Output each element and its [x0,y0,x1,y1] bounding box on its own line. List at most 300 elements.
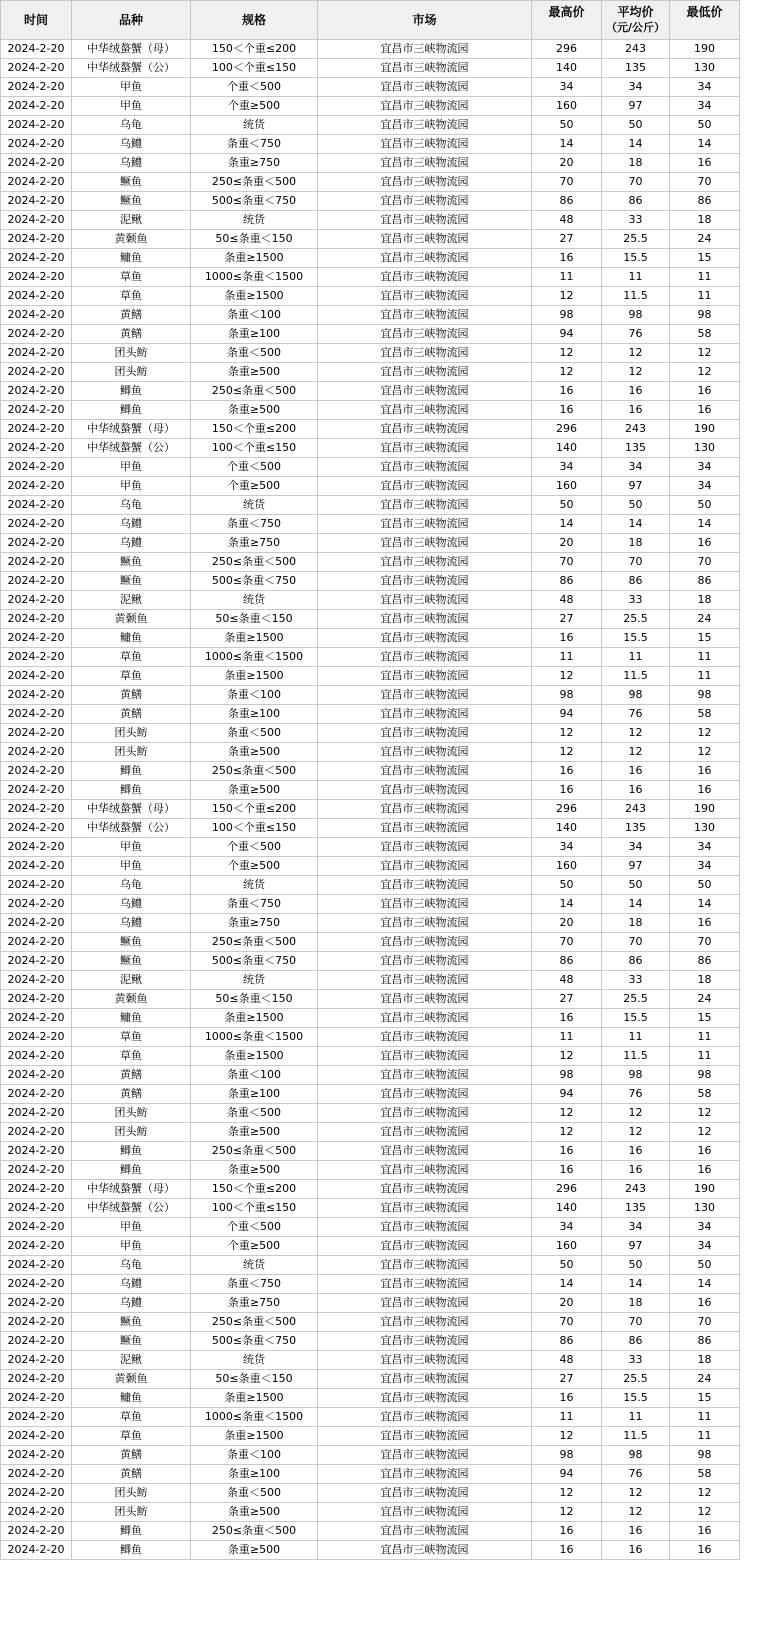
cell-spec: 条重≥100 [191,705,318,724]
table-row [1,1142,740,1161]
cell-low-price: 15 [670,1009,740,1028]
table-header [1,1,740,40]
cell-variety: 甲鱼 [72,857,191,876]
cell-spec: 条重＜500 [191,1484,318,1503]
table-row [1,1256,740,1275]
cell-avg-price: 12 [602,724,670,743]
cell-spec: 条重≥1500 [191,287,318,306]
cell-date: 2024-2-20 [1,838,72,857]
cell-market: 宜昌市三峡物流园 [318,1351,532,1370]
cell-low-price: 14 [670,135,740,154]
cell-spec: 条重≥500 [191,1541,318,1560]
table-row [1,306,740,325]
cell-avg-price: 243 [602,1180,670,1199]
cell-market: 宜昌市三峡物流园 [318,1066,532,1085]
table-row [1,249,740,268]
cell-spec: 250≤条重＜500 [191,762,318,781]
cell-variety: 乌鳢 [72,1294,191,1313]
cell-low-price: 12 [670,1484,740,1503]
cell-variety: 甲鱼 [72,78,191,97]
cell-high-price: 70 [532,173,602,192]
cell-avg-price: 243 [602,420,670,439]
cell-spec: 条重≥500 [191,781,318,800]
cell-avg-price: 15.5 [602,629,670,648]
cell-market: 宜昌市三峡物流园 [318,1180,532,1199]
cell-low-price: 34 [670,857,740,876]
cell-date: 2024-2-20 [1,325,72,344]
cell-variety: 黄鳝 [72,1066,191,1085]
cell-high-price: 48 [532,1351,602,1370]
table-row [1,173,740,192]
table-row [1,1237,740,1256]
cell-date: 2024-2-20 [1,363,72,382]
cell-low-price: 14 [670,515,740,534]
table-row [1,344,740,363]
cell-avg-price: 34 [602,78,670,97]
cell-spec: 条重＜100 [191,686,318,705]
cell-variety: 黄鳝 [72,1465,191,1484]
cell-high-price: 50 [532,116,602,135]
cell-variety: 鳜鱼 [72,553,191,572]
cell-high-price: 16 [532,401,602,420]
table-row [1,724,740,743]
cell-date: 2024-2-20 [1,211,72,230]
cell-date: 2024-2-20 [1,268,72,287]
cell-high-price: 140 [532,819,602,838]
cell-spec: 50≤条重＜150 [191,610,318,629]
cell-market: 宜昌市三峡物流园 [318,1047,532,1066]
cell-high-price: 98 [532,1066,602,1085]
cell-low-price: 11 [670,287,740,306]
cell-avg-price: 11 [602,648,670,667]
table-row [1,591,740,610]
cell-spec: 100＜个重≤150 [191,819,318,838]
cell-variety: 草鱼 [72,667,191,686]
cell-variety: 草鱼 [72,268,191,287]
cell-market: 宜昌市三峡物流园 [318,971,532,990]
cell-high-price: 34 [532,458,602,477]
cell-variety: 黄颡鱼 [72,1370,191,1389]
cell-date: 2024-2-20 [1,1009,72,1028]
cell-spec: 条重≥100 [191,1085,318,1104]
cell-spec: 250≤条重＜500 [191,553,318,572]
cell-high-price: 160 [532,1237,602,1256]
cell-high-price: 34 [532,838,602,857]
cell-date: 2024-2-20 [1,1047,72,1066]
cell-avg-price: 98 [602,1066,670,1085]
cell-avg-price: 16 [602,1161,670,1180]
cell-variety: 泥鳅 [72,1351,191,1370]
cell-low-price: 16 [670,762,740,781]
cell-market: 宜昌市三峡物流园 [318,1313,532,1332]
cell-spec: 250≤条重＜500 [191,933,318,952]
cell-market: 宜昌市三峡物流园 [318,1123,532,1142]
cell-variety: 草鱼 [72,1028,191,1047]
cell-avg-price: 25.5 [602,230,670,249]
header-low-label: 最低价 [686,5,723,19]
cell-avg-price: 97 [602,1237,670,1256]
cell-market: 宜昌市三峡物流园 [318,1541,532,1560]
cell-low-price: 50 [670,116,740,135]
cell-low-price: 12 [670,1503,740,1522]
cell-market: 宜昌市三峡物流园 [318,1256,532,1275]
cell-high-price: 160 [532,857,602,876]
table-row [1,1484,740,1503]
cell-market: 宜昌市三峡物流园 [318,382,532,401]
cell-avg-price: 14 [602,895,670,914]
cell-market: 宜昌市三峡物流园 [318,97,532,116]
cell-avg-price: 11 [602,1028,670,1047]
cell-date: 2024-2-20 [1,1465,72,1484]
cell-low-price: 34 [670,1218,740,1237]
cell-date: 2024-2-20 [1,971,72,990]
table-row [1,325,740,344]
cell-spec: 1000≤条重＜1500 [191,1028,318,1047]
cell-market: 宜昌市三峡物流园 [318,59,532,78]
cell-low-price: 34 [670,1237,740,1256]
cell-market: 宜昌市三峡物流园 [318,800,532,819]
cell-avg-price: 25.5 [602,610,670,629]
cell-market: 宜昌市三峡物流园 [318,1294,532,1313]
cell-low-price: 190 [670,1180,740,1199]
cell-high-price: 94 [532,705,602,724]
table-row [1,1085,740,1104]
cell-market: 宜昌市三峡物流园 [318,572,532,591]
cell-variety: 中华绒螯蟹（母） [72,420,191,439]
cell-low-price: 11 [670,648,740,667]
table-row [1,496,740,515]
table-row [1,800,740,819]
cell-market: 宜昌市三峡物流园 [318,667,532,686]
cell-low-price: 12 [670,363,740,382]
cell-high-price: 20 [532,534,602,553]
cell-high-price: 14 [532,515,602,534]
cell-low-price: 24 [670,230,740,249]
cell-high-price: 296 [532,800,602,819]
cell-variety: 甲鱼 [72,1237,191,1256]
cell-date: 2024-2-20 [1,1351,72,1370]
table-row [1,971,740,990]
table-row [1,1218,740,1237]
cell-variety: 鲫鱼 [72,401,191,420]
cell-low-price: 58 [670,1085,740,1104]
cell-variety: 团头鲂 [72,1123,191,1142]
cell-low-price: 18 [670,971,740,990]
cell-avg-price: 98 [602,306,670,325]
cell-avg-price: 12 [602,743,670,762]
cell-date: 2024-2-20 [1,933,72,952]
cell-date: 2024-2-20 [1,1142,72,1161]
cell-variety: 黄鳝 [72,306,191,325]
cell-avg-price: 86 [602,192,670,211]
cell-market: 宜昌市三峡物流园 [318,838,532,857]
cell-spec: 统货 [191,211,318,230]
cell-spec: 500≤条重＜750 [191,572,318,591]
cell-avg-price: 16 [602,1522,670,1541]
cell-spec: 条重≥100 [191,1465,318,1484]
table-row [1,990,740,1009]
cell-date: 2024-2-20 [1,287,72,306]
cell-variety: 草鱼 [72,287,191,306]
cell-avg-price: 25.5 [602,990,670,1009]
cell-variety: 甲鱼 [72,458,191,477]
header-variety [72,1,191,40]
cell-market: 宜昌市三峡物流园 [318,762,532,781]
table-row [1,1275,740,1294]
cell-market: 宜昌市三峡物流园 [318,1389,532,1408]
cell-low-price: 34 [670,838,740,857]
cell-avg-price: 15.5 [602,1009,670,1028]
cell-market: 宜昌市三峡物流园 [318,249,532,268]
cell-high-price: 86 [532,1332,602,1351]
cell-high-price: 27 [532,230,602,249]
cell-high-price: 86 [532,952,602,971]
cell-spec: 统货 [191,591,318,610]
table-row [1,1066,740,1085]
cell-avg-price: 16 [602,382,670,401]
cell-high-price: 86 [532,572,602,591]
table-row [1,629,740,648]
cell-market: 宜昌市三峡物流园 [318,154,532,173]
header-market-label: 市场 [412,13,437,27]
cell-variety: 乌鳢 [72,1275,191,1294]
cell-market: 宜昌市三峡物流园 [318,1332,532,1351]
cell-low-price: 130 [670,439,740,458]
table-row [1,838,740,857]
cell-date: 2024-2-20 [1,1522,72,1541]
cell-spec: 统货 [191,116,318,135]
cell-low-price: 14 [670,895,740,914]
table-row [1,477,740,496]
cell-date: 2024-2-20 [1,1370,72,1389]
cell-market: 宜昌市三峡物流园 [318,1446,532,1465]
cell-spec: 个重＜500 [191,1218,318,1237]
table-row [1,363,740,382]
cell-spec: 条重≥750 [191,914,318,933]
cell-low-price: 11 [670,1028,740,1047]
header-high-label: 最高价 [548,5,585,19]
cell-high-price: 16 [532,1142,602,1161]
cell-avg-price: 70 [602,173,670,192]
cell-spec: 统货 [191,1256,318,1275]
cell-avg-price: 18 [602,1294,670,1313]
cell-date: 2024-2-20 [1,667,72,686]
cell-avg-price: 18 [602,154,670,173]
cell-avg-price: 15.5 [602,1389,670,1408]
cell-spec: 150＜个重≤200 [191,800,318,819]
cell-date: 2024-2-20 [1,1104,72,1123]
cell-market: 宜昌市三峡物流园 [318,78,532,97]
cell-date: 2024-2-20 [1,952,72,971]
cell-avg-price: 86 [602,952,670,971]
cell-date: 2024-2-20 [1,1123,72,1142]
cell-high-price: 86 [532,192,602,211]
header-spec-label: 规格 [241,13,266,27]
table-row [1,534,740,553]
cell-variety: 团头鲂 [72,1484,191,1503]
cell-market: 宜昌市三峡物流园 [318,287,532,306]
cell-high-price: 12 [532,363,602,382]
cell-avg-price: 97 [602,477,670,496]
cell-variety: 鳙鱼 [72,1009,191,1028]
cell-market: 宜昌市三峡物流园 [318,477,532,496]
header-variety-label: 品种 [118,13,143,27]
cell-high-price: 160 [532,97,602,116]
cell-high-price: 11 [532,1028,602,1047]
cell-high-price: 50 [532,1256,602,1275]
table-row [1,192,740,211]
cell-spec: 条重＜500 [191,724,318,743]
cell-date: 2024-2-20 [1,553,72,572]
cell-spec: 个重≥500 [191,1237,318,1256]
cell-variety: 黄鳝 [72,686,191,705]
cell-variety: 黄鳝 [72,325,191,344]
cell-spec: 250≤条重＜500 [191,1142,318,1161]
cell-market: 宜昌市三峡物流园 [318,743,532,762]
cell-market: 宜昌市三峡物流园 [318,268,532,287]
cell-variety: 黄颡鱼 [72,230,191,249]
cell-low-price: 24 [670,990,740,1009]
cell-market: 宜昌市三峡物流园 [318,1522,532,1541]
cell-low-price: 11 [670,268,740,287]
table-row [1,1180,740,1199]
table-row [1,1446,740,1465]
cell-variety: 团头鲂 [72,724,191,743]
cell-spec: 50≤条重＜150 [191,1370,318,1389]
cell-avg-price: 12 [602,344,670,363]
cell-high-price: 94 [532,1465,602,1484]
cell-date: 2024-2-20 [1,40,72,59]
cell-low-price: 70 [670,933,740,952]
cell-market: 宜昌市三峡物流园 [318,325,532,344]
table-row [1,686,740,705]
cell-variety: 鳜鱼 [72,572,191,591]
cell-low-price: 16 [670,1541,740,1560]
cell-avg-price: 135 [602,819,670,838]
cell-date: 2024-2-20 [1,1237,72,1256]
cell-date: 2024-2-20 [1,648,72,667]
cell-low-price: 58 [670,705,740,724]
table-row [1,1522,740,1541]
cell-high-price: 16 [532,1389,602,1408]
cell-market: 宜昌市三峡物流园 [318,1370,532,1389]
cell-market: 宜昌市三峡物流园 [318,135,532,154]
table-row [1,1370,740,1389]
cell-date: 2024-2-20 [1,1541,72,1560]
table-row [1,895,740,914]
cell-low-price: 86 [670,192,740,211]
cell-date: 2024-2-20 [1,857,72,876]
cell-avg-price: 243 [602,40,670,59]
table-row [1,97,740,116]
cell-avg-price: 33 [602,591,670,610]
cell-date: 2024-2-20 [1,192,72,211]
cell-spec: 条重＜750 [191,1275,318,1294]
cell-date: 2024-2-20 [1,629,72,648]
cell-low-price: 50 [670,876,740,895]
table-row [1,116,740,135]
cell-variety: 中华绒螯蟹（母） [72,800,191,819]
cell-market: 宜昌市三峡物流园 [318,1427,532,1446]
cell-spec: 条重≥1500 [191,1427,318,1446]
table-row [1,762,740,781]
cell-avg-price: 70 [602,933,670,952]
cell-high-price: 12 [532,724,602,743]
table-row [1,154,740,173]
table-row [1,781,740,800]
cell-variety: 乌鳢 [72,135,191,154]
cell-low-price: 12 [670,1123,740,1142]
cell-high-price: 16 [532,382,602,401]
cell-spec: 条重＜500 [191,1104,318,1123]
cell-spec: 500≤条重＜750 [191,1332,318,1351]
cell-low-price: 12 [670,344,740,363]
cell-low-price: 16 [670,781,740,800]
cell-variety: 鳜鱼 [72,933,191,952]
cell-market: 宜昌市三峡物流园 [318,857,532,876]
cell-high-price: 12 [532,743,602,762]
cell-avg-price: 50 [602,496,670,515]
cell-avg-price: 135 [602,439,670,458]
cell-high-price: 16 [532,1161,602,1180]
cell-low-price: 16 [670,382,740,401]
cell-date: 2024-2-20 [1,743,72,762]
cell-high-price: 11 [532,268,602,287]
header-avg-label: 平均价 [617,5,654,19]
cell-variety: 鲫鱼 [72,781,191,800]
cell-variety: 鲫鱼 [72,382,191,401]
cell-spec: 条重≥500 [191,1503,318,1522]
cell-date: 2024-2-20 [1,116,72,135]
cell-date: 2024-2-20 [1,762,72,781]
table-row [1,705,740,724]
cell-high-price: 12 [532,1427,602,1446]
cell-high-price: 14 [532,135,602,154]
cell-spec: 条重≥1500 [191,1389,318,1408]
cell-market: 宜昌市三峡物流园 [318,610,532,629]
cell-date: 2024-2-20 [1,306,72,325]
cell-date: 2024-2-20 [1,496,72,515]
cell-low-price: 16 [670,1522,740,1541]
cell-high-price: 160 [532,477,602,496]
cell-low-price: 12 [670,1104,740,1123]
cell-variety: 鲫鱼 [72,1522,191,1541]
cell-low-price: 18 [670,591,740,610]
cell-variety: 甲鱼 [72,1218,191,1237]
cell-avg-price: 11.5 [602,287,670,306]
cell-high-price: 48 [532,591,602,610]
cell-market: 宜昌市三峡物流园 [318,876,532,895]
header-avg-price [602,1,670,40]
cell-market: 宜昌市三峡物流园 [318,1408,532,1427]
cell-market: 宜昌市三峡物流园 [318,173,532,192]
cell-low-price: 190 [670,40,740,59]
cell-spec: 条重≥500 [191,401,318,420]
cell-market: 宜昌市三峡物流园 [318,306,532,325]
table-row [1,78,740,97]
table-row [1,1104,740,1123]
cell-market: 宜昌市三峡物流园 [318,40,532,59]
cell-low-price: 130 [670,1199,740,1218]
cell-variety: 黄颡鱼 [72,610,191,629]
cell-low-price: 34 [670,78,740,97]
table-row [1,401,740,420]
cell-date: 2024-2-20 [1,895,72,914]
cell-high-price: 27 [532,610,602,629]
cell-high-price: 70 [532,1313,602,1332]
table-row [1,1028,740,1047]
cell-low-price: 24 [670,610,740,629]
